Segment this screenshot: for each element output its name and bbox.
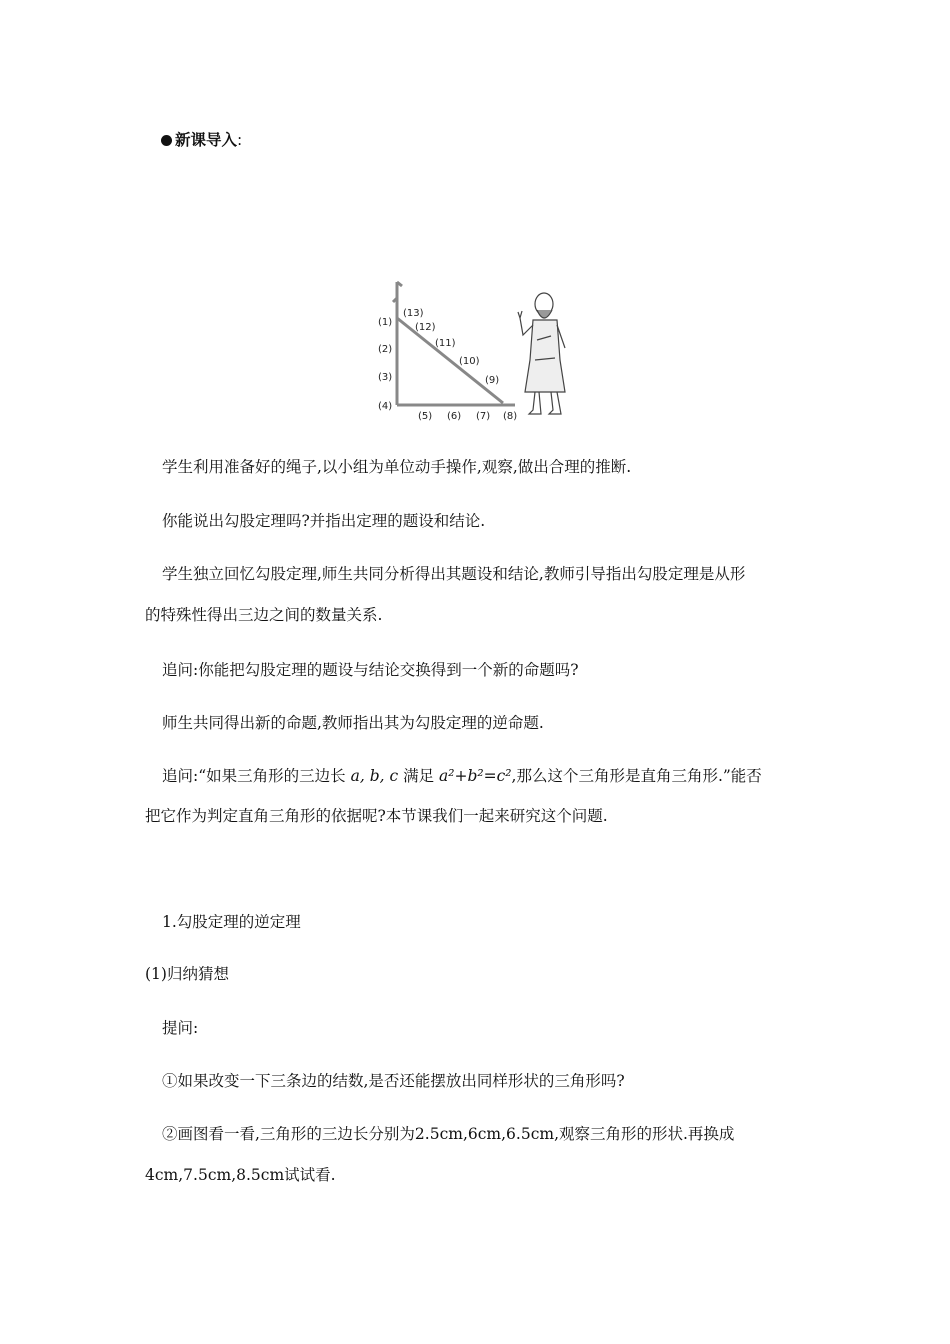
- paragraph-6-line-1: 追问:“如果三角形的三边长 a, b, c 满足 a²+b²=c²,那么这个三角形是直角三角形.”能否: [162, 767, 762, 785]
- label-left-1: (1): [378, 317, 393, 328]
- label-left-2: (2): [378, 344, 393, 355]
- label-hyp-11: (11): [435, 338, 456, 349]
- bullet-icon: [161, 135, 172, 146]
- label-hyp-10: (10): [459, 356, 480, 367]
- label-hyp-13: (13): [403, 308, 424, 319]
- paragraph-5: 师生共同得出新的命题,教师指出其为勾股定理的逆命题.: [162, 714, 544, 732]
- question-2-line-1: ②画图看一看,三角形的三边长分别为2.5cm,6cm,6.5cm,观察三角形的形状.再换成: [162, 1125, 735, 1143]
- section-1-subtitle: (1)归纳猜想: [145, 965, 229, 983]
- hypotenuse-rope: [397, 318, 503, 403]
- label-bottom-7: (7): [476, 411, 491, 422]
- label-hyp-9: (9): [485, 375, 500, 386]
- rope-triangle-illustration: [375, 280, 575, 425]
- paragraph-2: 你能说出勾股定理吗?并指出定理的题设和结论.: [162, 512, 486, 530]
- label-bottom-8: (8): [503, 411, 518, 422]
- paragraph-1: 学生利用准备好的绳子,以小组为单位动手操作,观察,做出合理的推断.: [162, 458, 632, 476]
- section-1-title: 1.勾股定理的逆定理: [162, 913, 301, 931]
- paragraph-6-line-2: 把它作为判定直角三角形的依据呢?本节课我们一起来研究这个问题.: [145, 807, 608, 825]
- question-1: ①如果改变一下三条边的结数,是否还能摆放出同样形状的三角形吗?: [162, 1072, 625, 1090]
- label-bottom-6: (6): [447, 411, 462, 422]
- label-left-4: (4): [378, 401, 393, 412]
- section-heading: 新课导入:: [161, 128, 242, 150]
- paragraph-3-line-2: 的特殊性得出三边之间的数量关系.: [145, 606, 383, 624]
- question-2-line-2: 4cm,7.5cm,8.5cm试试看.: [145, 1166, 336, 1184]
- ask-label: 提问:: [162, 1019, 199, 1037]
- pythagorean-equation: a²+b²=c²: [439, 767, 512, 785]
- side-variables: a, b, c: [350, 767, 399, 785]
- paragraph-4: 追问:你能把勾股定理的题设与结论交换得到一个新的命题吗?: [162, 661, 579, 679]
- man-figure: [518, 293, 565, 414]
- label-left-3: (3): [378, 372, 393, 383]
- label-hyp-12: (12): [415, 322, 436, 333]
- label-bottom-5: (5): [418, 411, 433, 422]
- vertical-rope: [393, 282, 402, 405]
- paragraph-3-line-1: 学生独立回忆勾股定理,师生共同分析得出其题设和结论,教师引导指出勾股定理是从形: [162, 565, 746, 583]
